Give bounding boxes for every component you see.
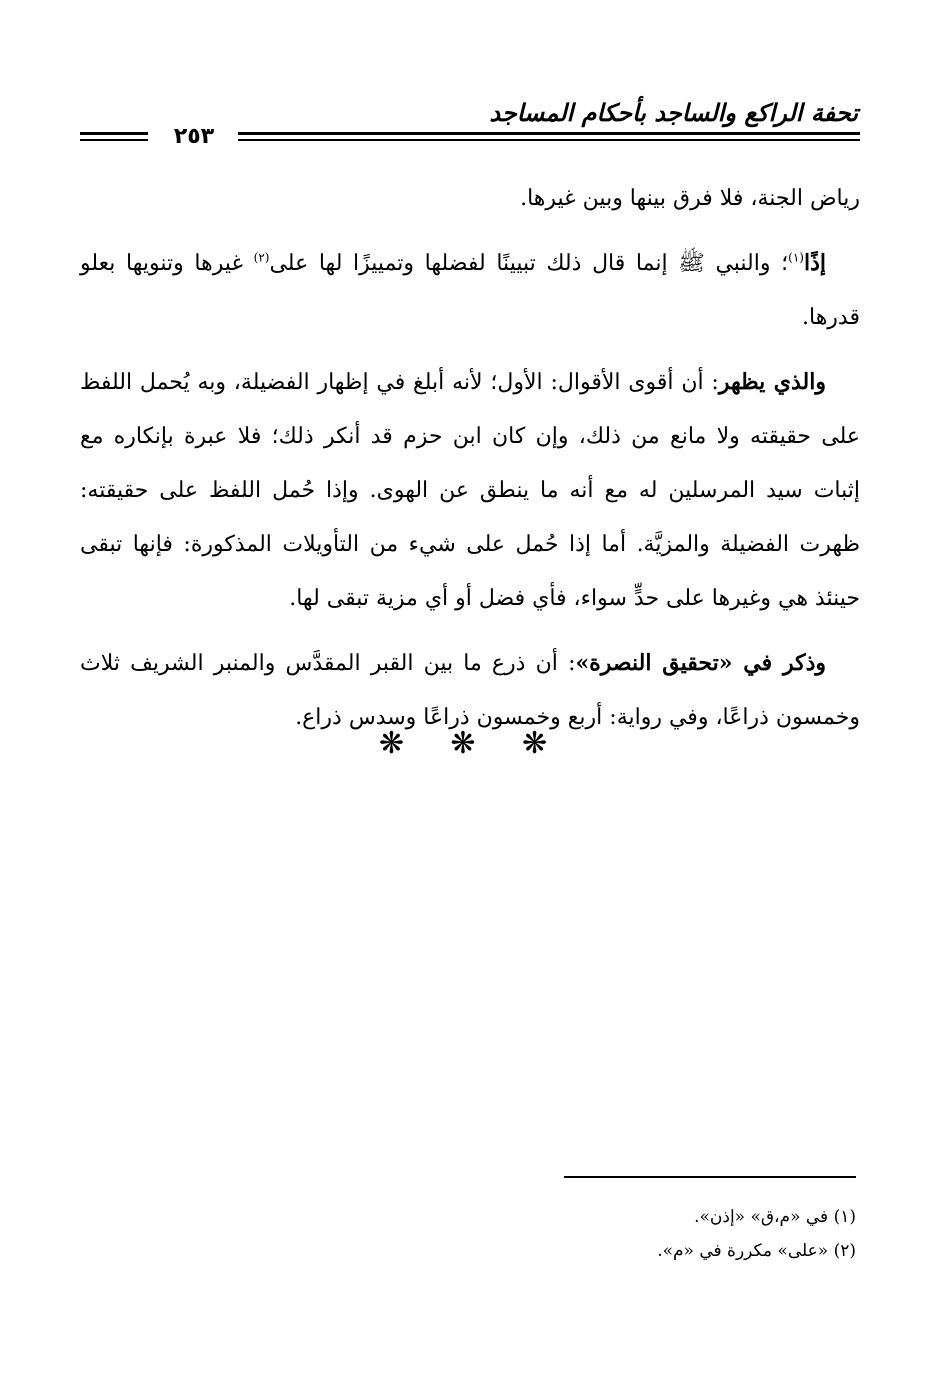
- header-rule-right: [238, 130, 860, 146]
- paragraph-2-lead: إذًا: [803, 250, 826, 276]
- running-title: تحفة الراكع والساجد بأحكام المساجد: [489, 98, 858, 127]
- paragraph-3-lead: والذي يظهر: [718, 369, 826, 395]
- paragraph-4-text: : أن ذرع ما بين القبر المقدَّس والمنبر الشريف ثلاث وخمسون ذراعًا، وفي رواية: أربع وخمسون ذراعًا وسدس ذراع.: [80, 651, 860, 730]
- section-separator: ❋ ❋ ❋: [378, 726, 566, 761]
- footnote-rule: [564, 1176, 856, 1178]
- main-text: [80, 172, 860, 755]
- paragraph-2-text-b: غيرها وتنويها بعلو قدرها.: [80, 251, 860, 330]
- paragraph-3: [80, 355, 860, 626]
- paragraph-2: [80, 236, 860, 345]
- footnote-1: (١) في «م،ق» «إذن».: [694, 1207, 856, 1227]
- header-rule-left: [80, 130, 148, 146]
- paragraph-1: رياض الجنة، فلا فرق بينها وبين غيرها.: [520, 186, 860, 211]
- footnote-ref-1[interactable]: (١): [788, 250, 804, 265]
- paragraph-4-lead: وذكر في «تحقيق النصرة»: [575, 650, 826, 676]
- footnotes: [80, 1200, 856, 1268]
- footnote-ref-2[interactable]: (٢): [253, 250, 270, 265]
- paragraph-3-text: : أن أقوى الأقوال: الأول؛ لأنه أبلغ في إظهار الفضيلة، وبه يُحمل اللفظ على حقيقته ولا مانع من ذلك، وإن كان ابن حزم قد أنكر ذلك؛ فلا عبرة بإنكاره مع إثبات سيد المرسلين له مع أنه ما ينطق عن الهوى. وإذا حُمل اللفظ على حقيقته: ظهرت الفضيلة والمزيَّة. أما إذا حُمل على شيء من التأويلات المذكورة: فإنها تبقى حينئذ هي وغيرها على حدٍّ سواء، فأي فضل أو أي مزية تبقى لها.: [80, 370, 860, 611]
- footnote-2: (٢) «على» مكررة في «م».: [657, 1241, 856, 1261]
- page-number: ٢٥٣: [173, 124, 215, 149]
- paragraph-2-text-a: ؛ والنبي ﷺ إنما قال ذلك تبيينًا لفضلها وتمييزًا لها على: [269, 251, 789, 276]
